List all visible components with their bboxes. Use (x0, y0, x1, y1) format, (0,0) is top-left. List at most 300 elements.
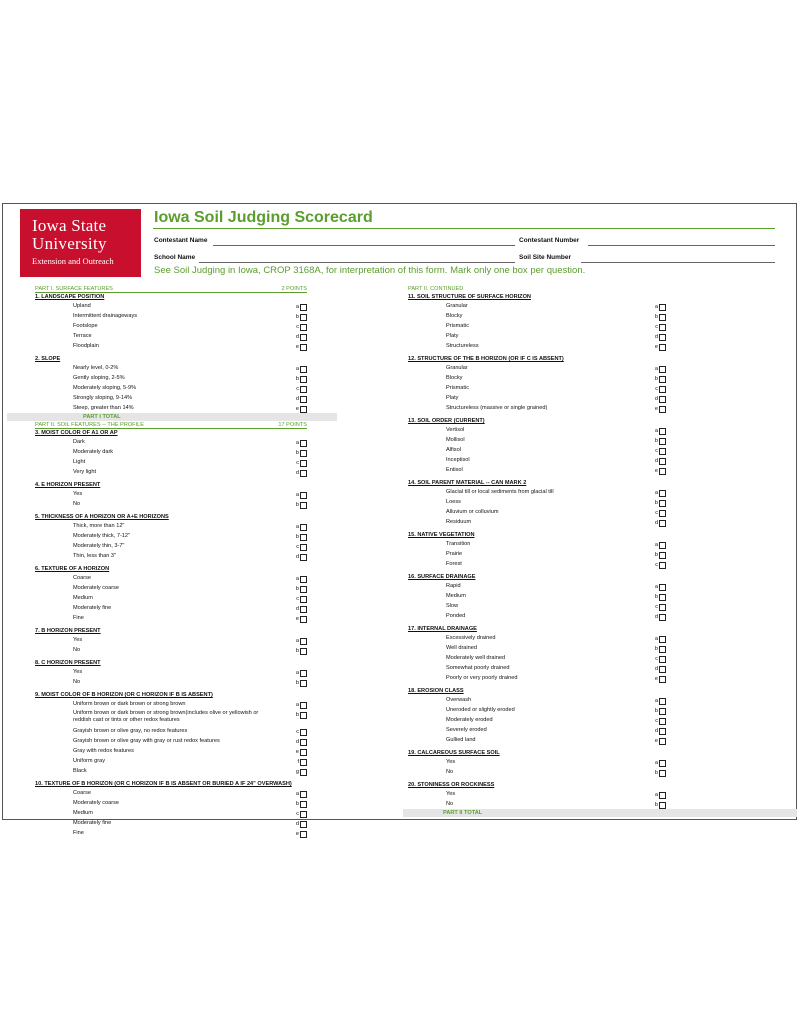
option-label: Uneroded or slightly eroded (446, 707, 515, 713)
answer-checkbox[interactable] (300, 386, 307, 393)
answer-checkbox[interactable] (659, 594, 666, 601)
option-letter: e (654, 676, 658, 682)
answer-checkbox[interactable] (300, 534, 307, 541)
answer-checkbox[interactable] (300, 831, 307, 838)
option-letter: c (655, 718, 658, 724)
question-title: 8. C HORIZON PRESENT (35, 660, 101, 666)
option-label: Intermittent drainageways (73, 313, 138, 319)
option-row (35, 828, 307, 838)
answer-checkbox[interactable] (300, 638, 307, 645)
answer-checkbox[interactable] (300, 606, 307, 613)
answer-checkbox[interactable] (659, 552, 666, 559)
option-row (408, 435, 666, 445)
option-label: Somewhat poorly drained (446, 665, 510, 671)
option-row (408, 663, 666, 673)
answer-checkbox[interactable] (659, 728, 666, 735)
option-letter: c (296, 544, 299, 550)
answer-checkbox[interactable] (300, 524, 307, 531)
option-label: Moderately eroded (446, 717, 493, 723)
question-title: 6. TEXTURE OF A HORIZON (35, 566, 110, 572)
option-row (408, 581, 666, 591)
option-label: Yes (73, 669, 83, 675)
option-label: Inceptisol (446, 457, 470, 463)
option-letter: e (295, 344, 299, 350)
option-row (35, 756, 307, 766)
answer-checkbox[interactable] (659, 562, 666, 569)
option-letter: d (654, 334, 658, 340)
option-letter: b (295, 376, 299, 382)
option-row (35, 808, 307, 818)
option-row (408, 331, 666, 341)
option-row (408, 799, 666, 809)
option-letter: a (654, 304, 658, 310)
option-label: Grayish brown or olive gray, no redox features (73, 728, 188, 734)
option-row (408, 673, 666, 683)
option-letter: c (655, 510, 658, 516)
option-label: Mollisol (446, 437, 465, 443)
option-row (408, 757, 666, 767)
answer-checkbox[interactable] (300, 739, 307, 746)
part2-points: 17 POINTS (278, 422, 307, 428)
option-label: Medium (73, 595, 93, 601)
question-title: 16. SURFACE DRAINAGE (408, 574, 476, 580)
right-column (408, 285, 666, 817)
option-letter: a (295, 638, 299, 644)
option-label: No (446, 769, 454, 775)
answer-checkbox[interactable] (659, 520, 666, 527)
option-label: Light (73, 459, 86, 465)
option-row (35, 363, 307, 373)
option-row (408, 425, 666, 435)
answer-checkbox[interactable] (659, 604, 666, 611)
option-row (35, 593, 307, 603)
option-label: Footslope (73, 323, 98, 329)
option-label: Structureless (446, 343, 479, 349)
answer-checkbox[interactable] (659, 376, 666, 383)
question-title: 4. E HORIZON PRESENT (35, 482, 101, 488)
answer-checkbox[interactable] (659, 708, 666, 715)
option-label: Nearly level, 0-2% (73, 365, 119, 371)
option-row (35, 531, 307, 541)
question-title: 15. NATIVE VEGETATION (408, 532, 475, 538)
option-label: Blocky (446, 313, 463, 319)
option-letter: a (295, 576, 299, 582)
answer-checkbox[interactable] (659, 770, 666, 777)
answer-checkbox[interactable] (300, 460, 307, 467)
option-label: Slow (446, 603, 459, 609)
option-letter: b (295, 314, 299, 320)
answer-checkbox[interactable] (659, 738, 666, 745)
option-letter: e (654, 738, 658, 744)
option-letter: b (295, 712, 299, 718)
option-row (408, 591, 666, 601)
answer-checkbox[interactable] (659, 792, 666, 799)
answer-checkbox[interactable] (659, 636, 666, 643)
contestant-name-label: Contestant Name (154, 237, 208, 244)
option-label: Moderately fine (73, 820, 112, 826)
option-label: Severely eroded (446, 727, 487, 733)
option-row (408, 393, 666, 403)
option-letter: e (295, 616, 299, 622)
option-row (35, 393, 307, 403)
option-label: No (446, 801, 454, 807)
option-letter: d (295, 470, 299, 476)
option-letter: a (654, 428, 658, 434)
option-letter: a (654, 542, 658, 548)
option-label: Grayish brown or olive gray with gray or rust redox features (73, 738, 220, 744)
option-label: Moderately dark (73, 449, 114, 455)
option-letter: d (654, 614, 658, 620)
option-letter: e (654, 406, 658, 412)
option-row (35, 383, 307, 393)
school-name-field[interactable] (199, 262, 515, 263)
option-row (35, 573, 307, 583)
option-letter: d (295, 396, 299, 402)
answer-checkbox[interactable] (300, 492, 307, 499)
option-label: Strongly sloping, 9-14% (73, 395, 133, 401)
answer-checkbox[interactable] (659, 468, 666, 475)
part2-questions-left (35, 429, 307, 838)
option-row (35, 551, 307, 561)
option-letter: c (655, 604, 658, 610)
option-label: Upland (73, 303, 91, 309)
option-row (408, 341, 666, 351)
part1-points: 2 POINTS (281, 286, 307, 292)
answer-checkbox[interactable] (300, 616, 307, 623)
answer-checkbox[interactable] (659, 458, 666, 465)
option-label: Glacial till or local sediments from glacial till (446, 489, 554, 495)
logo-line-1: Iowa State (32, 216, 107, 235)
answer-checkbox[interactable] (300, 544, 307, 551)
answer-checkbox[interactable] (300, 811, 307, 818)
option-label: Uniform brown or dark brown or strong brown(includes olive or yellowish or reddish cast or tints or other redox features (73, 710, 259, 723)
answer-checkbox[interactable] (659, 314, 666, 321)
option-row (408, 363, 666, 373)
answer-checkbox[interactable] (659, 802, 666, 809)
part1-total: PART I TOTAL (7, 413, 337, 421)
option-letter: b (654, 708, 658, 714)
part2-questions-right (408, 293, 666, 809)
contestant-name-field[interactable] (213, 245, 515, 246)
option-label: Alluvium or colluvium (446, 509, 499, 515)
answer-checkbox[interactable] (659, 304, 666, 311)
option-letter: b (654, 500, 658, 506)
answer-checkbox[interactable] (659, 698, 666, 705)
soil-site-number-field[interactable] (581, 262, 775, 263)
answer-checkbox[interactable] (659, 406, 666, 413)
option-label: Dark (73, 439, 85, 445)
option-row (35, 645, 307, 655)
option-row (408, 705, 666, 715)
option-letter: e (654, 468, 658, 474)
part2-continued-label: PART II. CONTINUED (408, 286, 464, 292)
option-row (408, 559, 666, 569)
answer-checkbox[interactable] (300, 702, 307, 709)
answer-checkbox[interactable] (659, 334, 666, 341)
answer-checkbox[interactable] (300, 376, 307, 383)
option-label: Alfisol (446, 447, 461, 453)
option-label: Entisol (446, 467, 463, 473)
answer-checkbox[interactable] (659, 366, 666, 373)
option-label: Forest (446, 561, 462, 567)
answer-checkbox[interactable] (300, 470, 307, 477)
option-label: Prismatic (446, 323, 469, 329)
option-row (35, 331, 307, 341)
question-title: 18. EROSION CLASS (408, 688, 464, 694)
answer-checkbox[interactable] (659, 614, 666, 621)
option-label: Yes (446, 759, 456, 765)
option-row (35, 818, 307, 828)
option-letter: c (296, 811, 299, 817)
answer-checkbox[interactable] (659, 344, 666, 351)
option-row (35, 746, 307, 756)
question-title: 5. THICKNESS OF A HORIZON OR A+E HORIZONS (35, 514, 169, 520)
answer-checkbox[interactable] (659, 676, 666, 683)
answer-checkbox[interactable] (659, 656, 666, 663)
option-row (35, 541, 307, 551)
option-row (35, 677, 307, 687)
option-letter: a (654, 636, 658, 642)
option-label: Coarse (73, 575, 92, 581)
option-label: Excessively drained (446, 635, 496, 641)
option-row (35, 667, 307, 677)
answer-checkbox[interactable] (300, 801, 307, 808)
answer-checkbox[interactable] (300, 759, 307, 766)
answer-checkbox[interactable] (300, 502, 307, 509)
option-row (408, 767, 666, 777)
answer-checkbox[interactable] (300, 596, 307, 603)
part1-header (35, 285, 307, 293)
option-row (35, 373, 307, 383)
option-label: Platy (446, 395, 459, 401)
question-title: 7. B HORIZON PRESENT (35, 628, 101, 634)
option-row (35, 437, 307, 447)
answer-checkbox[interactable] (659, 584, 666, 591)
option-row (35, 499, 307, 509)
option-letter: d (654, 728, 658, 734)
option-row (35, 709, 307, 726)
option-row (35, 603, 307, 613)
option-row (35, 613, 307, 623)
answer-checkbox[interactable] (659, 428, 666, 435)
logo-line-2: University (32, 234, 107, 253)
option-letter: f (297, 759, 299, 765)
answer-checkbox[interactable] (659, 646, 666, 653)
option-letter: d (654, 666, 658, 672)
option-letter: c (296, 386, 299, 392)
option-letter: a (295, 670, 299, 676)
option-row (35, 467, 307, 477)
soil-site-number-label: Soil Site Number (519, 254, 572, 261)
answer-checkbox[interactable] (659, 490, 666, 497)
option-label: No (73, 679, 81, 685)
question-title: 14. SOIL PARENT MATERIAL -- CAN MARK 2 (408, 480, 527, 486)
option-letter: e (295, 831, 299, 837)
option-letter: d (295, 739, 299, 745)
option-label: Moderately well drained (446, 655, 506, 661)
option-label: Ponded (446, 613, 466, 619)
option-label: Floodplain (73, 343, 99, 349)
answer-checkbox[interactable] (659, 396, 666, 403)
option-label: Medium (73, 810, 93, 816)
option-row (408, 715, 666, 725)
question-title: 3. MOIST COLOR OF A1 OR AP (35, 430, 118, 436)
question-title: 11. SOIL STRUCTURE OF SURFACE HORIZON (408, 294, 531, 300)
question-title: 20. STONINESS OR ROCKINESS (408, 782, 495, 788)
option-row (408, 549, 666, 559)
contestant-number-field[interactable] (588, 245, 775, 246)
option-label: Gullied land (446, 737, 476, 743)
option-row (408, 311, 666, 321)
answer-checkbox[interactable] (300, 680, 307, 687)
option-row (408, 653, 666, 663)
option-letter: d (654, 458, 658, 464)
option-row (35, 403, 307, 413)
answer-checkbox[interactable] (300, 576, 307, 583)
option-letter: e (295, 406, 299, 412)
option-label: Platy (446, 333, 459, 339)
option-letter: a (295, 524, 299, 530)
option-letter: b (654, 646, 658, 652)
option-letter: a (295, 791, 299, 797)
scorecard-sheet (2, 203, 797, 837)
option-row (408, 403, 666, 413)
option-letter: a (295, 366, 299, 372)
option-label: Moderately thin, 3-7" (73, 543, 125, 549)
answer-checkbox[interactable] (300, 396, 307, 403)
option-label: Overwash (446, 697, 472, 703)
question-title: 10. TEXTURE OF B HORIZON (OR C HORIZON IF B IS ABSENT OR BURIED A IF 24" OVERWASH) (35, 781, 292, 787)
part1-questions (35, 293, 307, 413)
option-letter: b (654, 376, 658, 382)
option-letter: b (654, 552, 658, 558)
answer-checkbox[interactable] (300, 729, 307, 736)
option-row (408, 487, 666, 497)
question-title: 12. STRUCTURE OF THE B HORIZON (OR IF C IS ABSENT) (408, 356, 564, 362)
option-row (35, 788, 307, 798)
answer-checkbox[interactable] (659, 438, 666, 445)
option-row (35, 447, 307, 457)
option-row (35, 311, 307, 321)
option-letter: c (296, 324, 299, 330)
option-label: Structureless (massive or single grained) (446, 405, 548, 411)
answer-checkbox[interactable] (300, 314, 307, 321)
answer-checkbox[interactable] (659, 760, 666, 767)
answer-checkbox[interactable] (659, 510, 666, 517)
answer-checkbox[interactable] (300, 749, 307, 756)
answer-checkbox[interactable] (300, 670, 307, 677)
option-letter: b (654, 802, 658, 808)
answer-checkbox[interactable] (300, 366, 307, 373)
option-row (35, 736, 307, 746)
option-label: Fine (73, 830, 84, 836)
option-label: Granular (446, 303, 468, 309)
page-title: Iowa Soil Judging Scorecard (154, 209, 373, 226)
option-letter: c (655, 656, 658, 662)
answer-checkbox[interactable] (300, 450, 307, 457)
option-row (35, 489, 307, 499)
part2-header (35, 421, 307, 429)
answer-checkbox[interactable] (300, 324, 307, 331)
answer-checkbox[interactable] (300, 586, 307, 593)
option-letter: d (295, 334, 299, 340)
option-row (35, 583, 307, 593)
answer-checkbox[interactable] (300, 791, 307, 798)
option-row (35, 341, 307, 351)
option-label: Gently sloping, 2-5% (73, 375, 125, 381)
option-letter: d (295, 821, 299, 827)
option-letter: g (295, 769, 299, 775)
option-label: Rapid (446, 583, 461, 589)
option-row (408, 383, 666, 393)
option-letter: b (654, 314, 658, 320)
option-row (408, 643, 666, 653)
answer-checkbox[interactable] (300, 344, 307, 351)
option-label: Uniform brown or dark brown or strong brown (73, 701, 186, 707)
option-label: No (73, 501, 81, 507)
option-letter: b (295, 648, 299, 654)
option-letter: a (654, 698, 658, 704)
option-row (35, 726, 307, 736)
option-row (35, 321, 307, 331)
option-letter: a (654, 584, 658, 590)
option-letter: b (295, 801, 299, 807)
option-label: Blocky (446, 375, 463, 381)
answer-checkbox[interactable] (300, 440, 307, 447)
option-row (408, 465, 666, 475)
answer-checkbox[interactable] (300, 406, 307, 413)
answer-checkbox[interactable] (659, 542, 666, 549)
answer-checkbox[interactable] (659, 500, 666, 507)
answer-checkbox[interactable] (300, 554, 307, 561)
option-label: Steep, greater than 14% (73, 405, 134, 411)
option-label: No (73, 647, 81, 653)
answer-checkbox[interactable] (300, 334, 307, 341)
answer-checkbox[interactable] (300, 821, 307, 828)
option-row (408, 507, 666, 517)
question-title: 1. LANDSCAPE POSITION (35, 294, 105, 300)
option-label: Vertisol (446, 427, 465, 433)
answer-checkbox[interactable] (300, 769, 307, 776)
option-row (35, 457, 307, 467)
question-title: 19. CALCAREOUS SURFACE SOIL (408, 750, 500, 756)
answer-checkbox[interactable] (659, 448, 666, 455)
option-letter: a (654, 490, 658, 496)
question-title: 9. MOIST COLOR OF B HORIZON (OR C HORIZON IF B IS ABSENT) (35, 692, 213, 698)
option-row (408, 611, 666, 621)
option-label: Prairie (446, 551, 463, 557)
option-letter: a (295, 304, 299, 310)
answer-checkbox[interactable] (659, 666, 666, 673)
option-letter: c (655, 562, 658, 568)
option-label: Yes (446, 791, 456, 797)
option-label: Very light (73, 469, 97, 475)
answer-checkbox[interactable] (659, 718, 666, 725)
option-label: Moderately coarse (73, 585, 120, 591)
option-row (408, 497, 666, 507)
option-row (408, 321, 666, 331)
answer-checkbox[interactable] (659, 324, 666, 331)
option-row (408, 517, 666, 527)
option-row (35, 766, 307, 776)
option-letter: a (295, 440, 299, 446)
option-letter: b (295, 680, 299, 686)
answer-checkbox[interactable] (300, 304, 307, 311)
answer-checkbox[interactable] (300, 648, 307, 655)
answer-checkbox[interactable] (300, 712, 307, 719)
answer-checkbox[interactable] (659, 386, 666, 393)
option-label: Loess (446, 499, 461, 505)
